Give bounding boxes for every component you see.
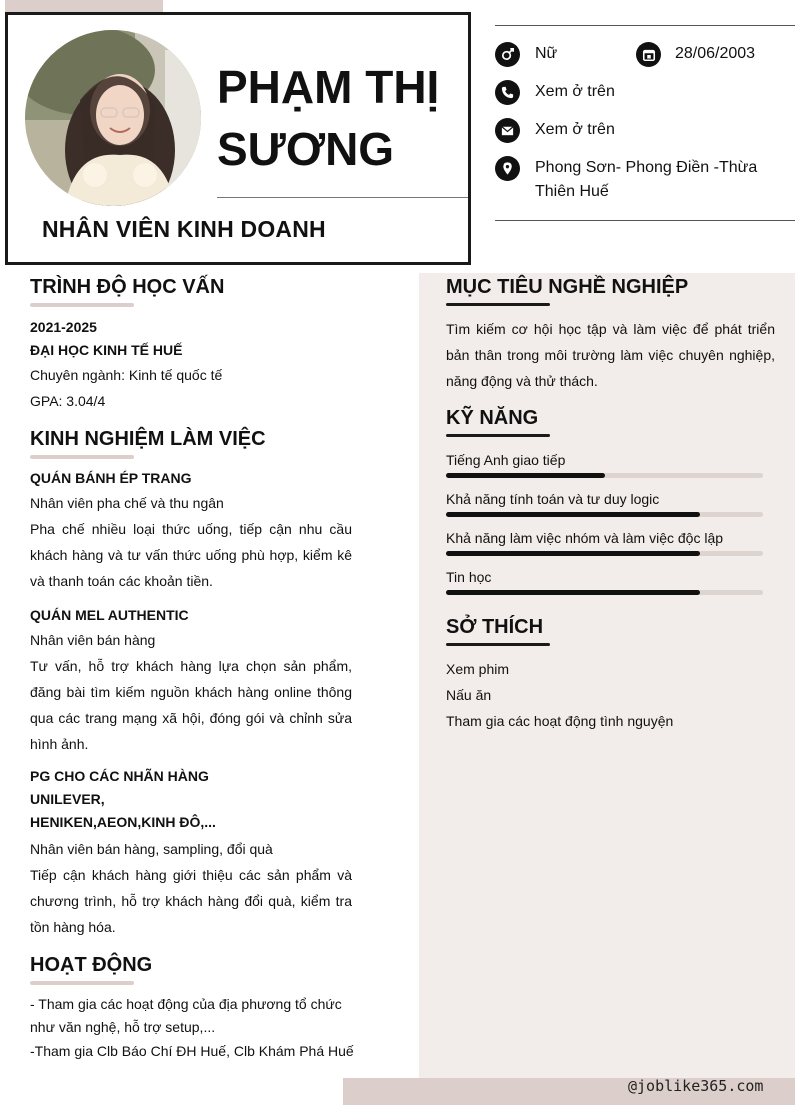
experience-title: KINH NGHIỆM LÀM VIỆC — [30, 428, 266, 450]
gender-icon — [495, 42, 520, 67]
birthday-value: 28/06/2003 — [675, 45, 756, 62]
hobby-item: Nấu ăn — [446, 687, 492, 703]
job-description: Tiếp cận khách hàng giới thiệu các sản phẩm và chương trình, hỗ trợ khách hàng đổi quà, kiểm tra tồn hàng hóa. — [30, 867, 352, 935]
skill-label: Khả năng tính toán và tư duy logic — [446, 491, 660, 507]
job-title: NHÂN VIÊN KINH DOANH — [42, 216, 326, 242]
job-role: Nhân viên pha chế và thu ngân — [30, 495, 224, 511]
phone-icon — [495, 80, 520, 105]
skill-bar — [446, 590, 763, 595]
job-role: Nhân viên bán hàng — [30, 632, 156, 648]
location-pin-icon — [495, 156, 520, 181]
job-description: Tư vấn, hỗ trợ khách hàng lựa chọn sản phẩm, đăng bài tìm kiếm nguồn khách hàng online thông qua các trang mạng xã hội, đóng gói và chỉnh sửa hình ảnh. — [30, 658, 352, 752]
job-description: Pha chế nhiều loại thức uống, tiếp cận nhu cầu khách hàng và tư vấn thức uống phù hợp, kiểm kê và thanh toán các khoản tiền. — [30, 521, 352, 589]
education-years: 2021-2025 — [30, 319, 97, 335]
skill-label: Tin học — [446, 569, 492, 585]
skill-bar — [446, 512, 763, 517]
skill-bar-fill — [446, 590, 700, 595]
activity-item: -Tham gia Clb Báo Chí ĐH Huế, Clb Khám Phá Huế — [30, 1043, 354, 1059]
hobbies-rule — [446, 643, 550, 646]
skill-label: Khả năng làm việc nhóm và làm việc độc lập — [446, 530, 724, 546]
job-company: QUÁN BÁNH ÉP TRANG — [30, 470, 192, 486]
skill-bar — [446, 551, 763, 556]
objective-text: Tìm kiếm cơ hội học tập và làm việc để phát triển bản thân trong môi trường làm việc chuyên nghiệp, năng động và thử thách. — [446, 321, 775, 389]
avatar — [25, 30, 201, 206]
experience-rule — [30, 455, 134, 459]
objective-rule — [446, 303, 550, 306]
activity-item: - Tham gia các hoạt động của địa phương tổ chức như văn nghệ, hỗ trợ setup,... — [30, 996, 342, 1035]
email-icon — [495, 118, 520, 143]
education-title: TRÌNH ĐỘ HỌC VẤN — [30, 276, 225, 298]
footer-watermark: @joblike365.com — [628, 1077, 764, 1095]
job-company: QUÁN MEL AUTHENTIC — [30, 607, 189, 623]
job-role: Nhân viên bán hàng, sampling, đổi quà — [30, 841, 273, 857]
objective-title: MỤC TIÊU NGHỀ NGHIỆP — [446, 276, 689, 298]
hobby-item: Tham gia các hoạt động tình nguyện — [446, 713, 674, 729]
phone-value: Xem ở trên — [535, 83, 615, 100]
candidate-name: PHẠM THỊ SƯƠNG — [217, 61, 440, 175]
activities-rule — [30, 981, 134, 985]
skill-label: Tiếng Anh giao tiếp — [446, 452, 566, 468]
address-value: Phong Sơn- Phong Điền -Thừa Thiên Huế — [535, 159, 758, 200]
hobby-item: Xem phim — [446, 661, 510, 677]
gender-value: Nữ — [535, 45, 558, 62]
job-company: PG CHO CÁC NHÃN HÀNG UNILEVER, HENIKEN,AEON,KINH ĐÔ,... — [30, 768, 216, 830]
contact-top-divider — [495, 25, 795, 26]
education-rule — [30, 303, 134, 307]
education-school: ĐẠI HỌC KINH TẾ HUẾ — [30, 342, 183, 358]
contact-bottom-divider — [495, 220, 795, 221]
skill-bar-fill — [446, 551, 700, 556]
skills-title: KỸ NĂNG — [446, 407, 539, 429]
email-value: Xem ở trên — [535, 121, 615, 138]
skills-rule — [446, 434, 550, 437]
calendar-icon — [636, 42, 661, 67]
skill-bar — [446, 473, 763, 478]
education-gpa: GPA: 3.04/4 — [30, 393, 106, 409]
activities-title: HOẠT ĐỘNG — [30, 954, 153, 976]
hobbies-title: SỞ THÍCH — [446, 616, 544, 638]
name-divider — [217, 197, 468, 198]
skill-bar-fill — [446, 512, 700, 517]
education-major: Chuyên ngành: Kinh tế quốc tế — [30, 367, 223, 383]
skill-bar-fill — [446, 473, 605, 478]
